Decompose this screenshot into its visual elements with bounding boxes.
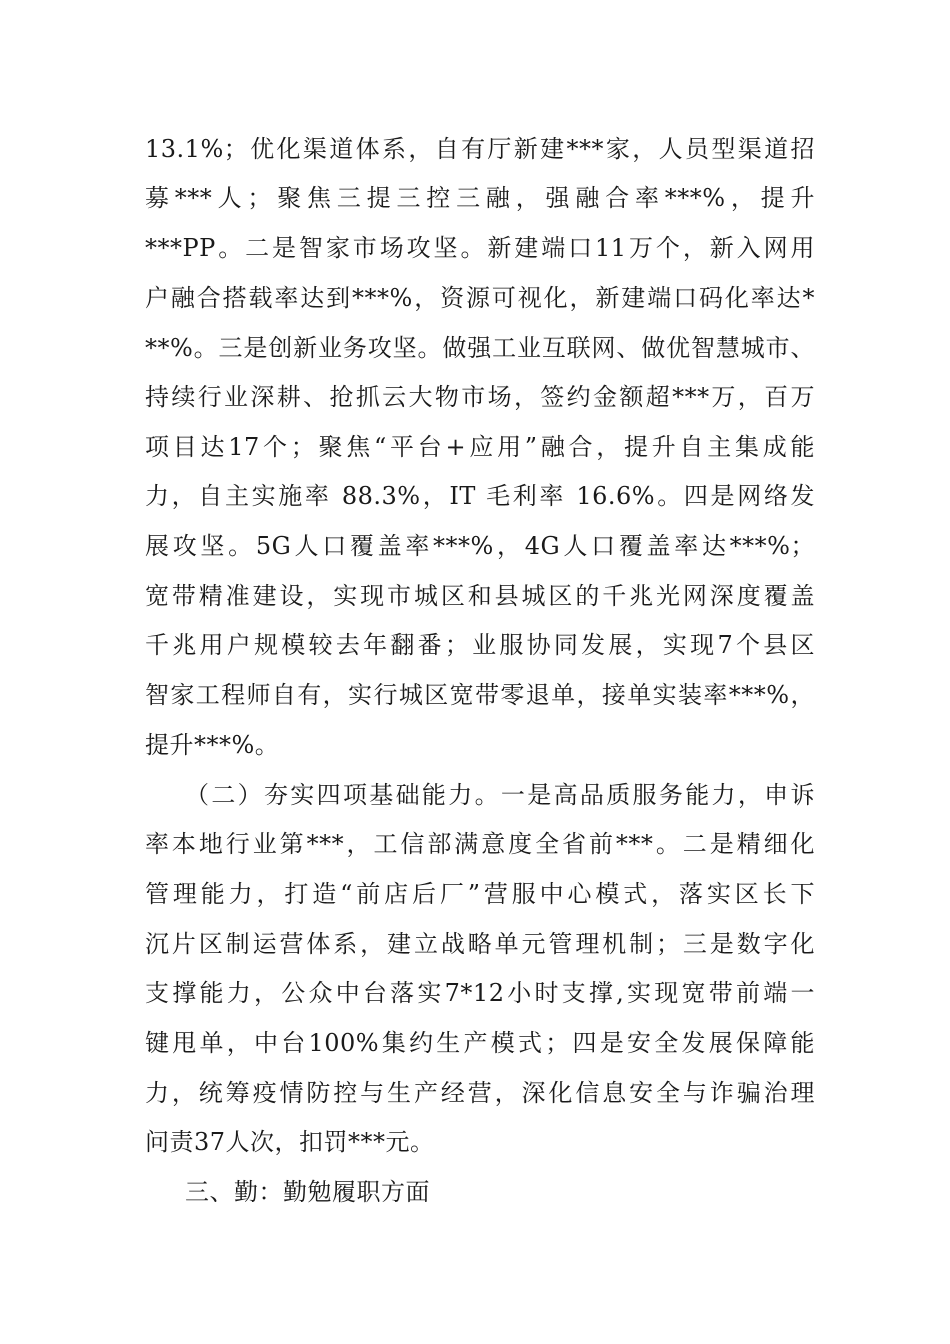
paragraph-first-line: （二）夯实四项基础能力。一是高品质服务能力，申诉 (185, 781, 815, 809)
text-line: 率本地行业第***，工信部满意度全省前***。二是精细化 (145, 830, 815, 858)
text-line: 宽带精准建设，实现市城区和县城区的千兆光网深度覆盖 (145, 582, 815, 610)
text-line: 问责37人次，扣罚***元。 (145, 1128, 435, 1156)
text-line: 管理能力，打造“前店后厂”营服中心模式，落实区长下 (145, 880, 815, 908)
text-line: ***PP。二是智家市场攻坚。新建端口11万个，新入网用 (145, 234, 815, 262)
text-line: 力，自主实施率 88.3%，IT 毛利率 16.6%。四是网络发 (145, 482, 815, 510)
text-line: 项目达17个；聚焦“平台+应用”融合，提升自主集成能 (145, 433, 815, 461)
text-line: 千兆用户规模较去年翻番；业服协同发展，实现7个县区 (145, 631, 815, 659)
text-line: 展攻坚。5G人口覆盖率***%，4G人口覆盖率达***%； (145, 532, 815, 560)
text-line: 键甩单，中台100%集约生产模式；四是安全发展保障能 (145, 1029, 815, 1057)
text-line: **%。三是创新业务攻坚。做强工业互联网、做优智慧城市、 (145, 334, 815, 362)
text-line: 户融合搭载率达到***%，资源可视化，新建端口码化率达* (145, 284, 815, 312)
text-line: 募***人；聚焦三提三控三融，强融合率***%，提升 (145, 184, 815, 212)
text-line: 智家工程师自有，实行城区宽带零退单，接单实装率***%， (145, 681, 815, 709)
text-line: 提升***%。 (145, 731, 280, 759)
text-line: 13.1%；优化渠道体系，自有厅新建***家，人员型渠道招 (145, 135, 815, 163)
text-line: 力，统筹疫情防控与生产经营，深化信息安全与诈骗治理 (145, 1079, 815, 1107)
text-line: 支撑能力，公众中台落实7*12小时支撑,实现宽带前端一 (145, 979, 815, 1007)
section-heading: 三、勤：勤勉履职方面 (185, 1178, 430, 1206)
text-line: 持续行业深耕、抢抓云大物市场，签约金额超***万，百万 (145, 383, 815, 411)
text-line: 沉片区制运营体系，建立战略单元管理机制；三是数字化 (145, 930, 815, 958)
